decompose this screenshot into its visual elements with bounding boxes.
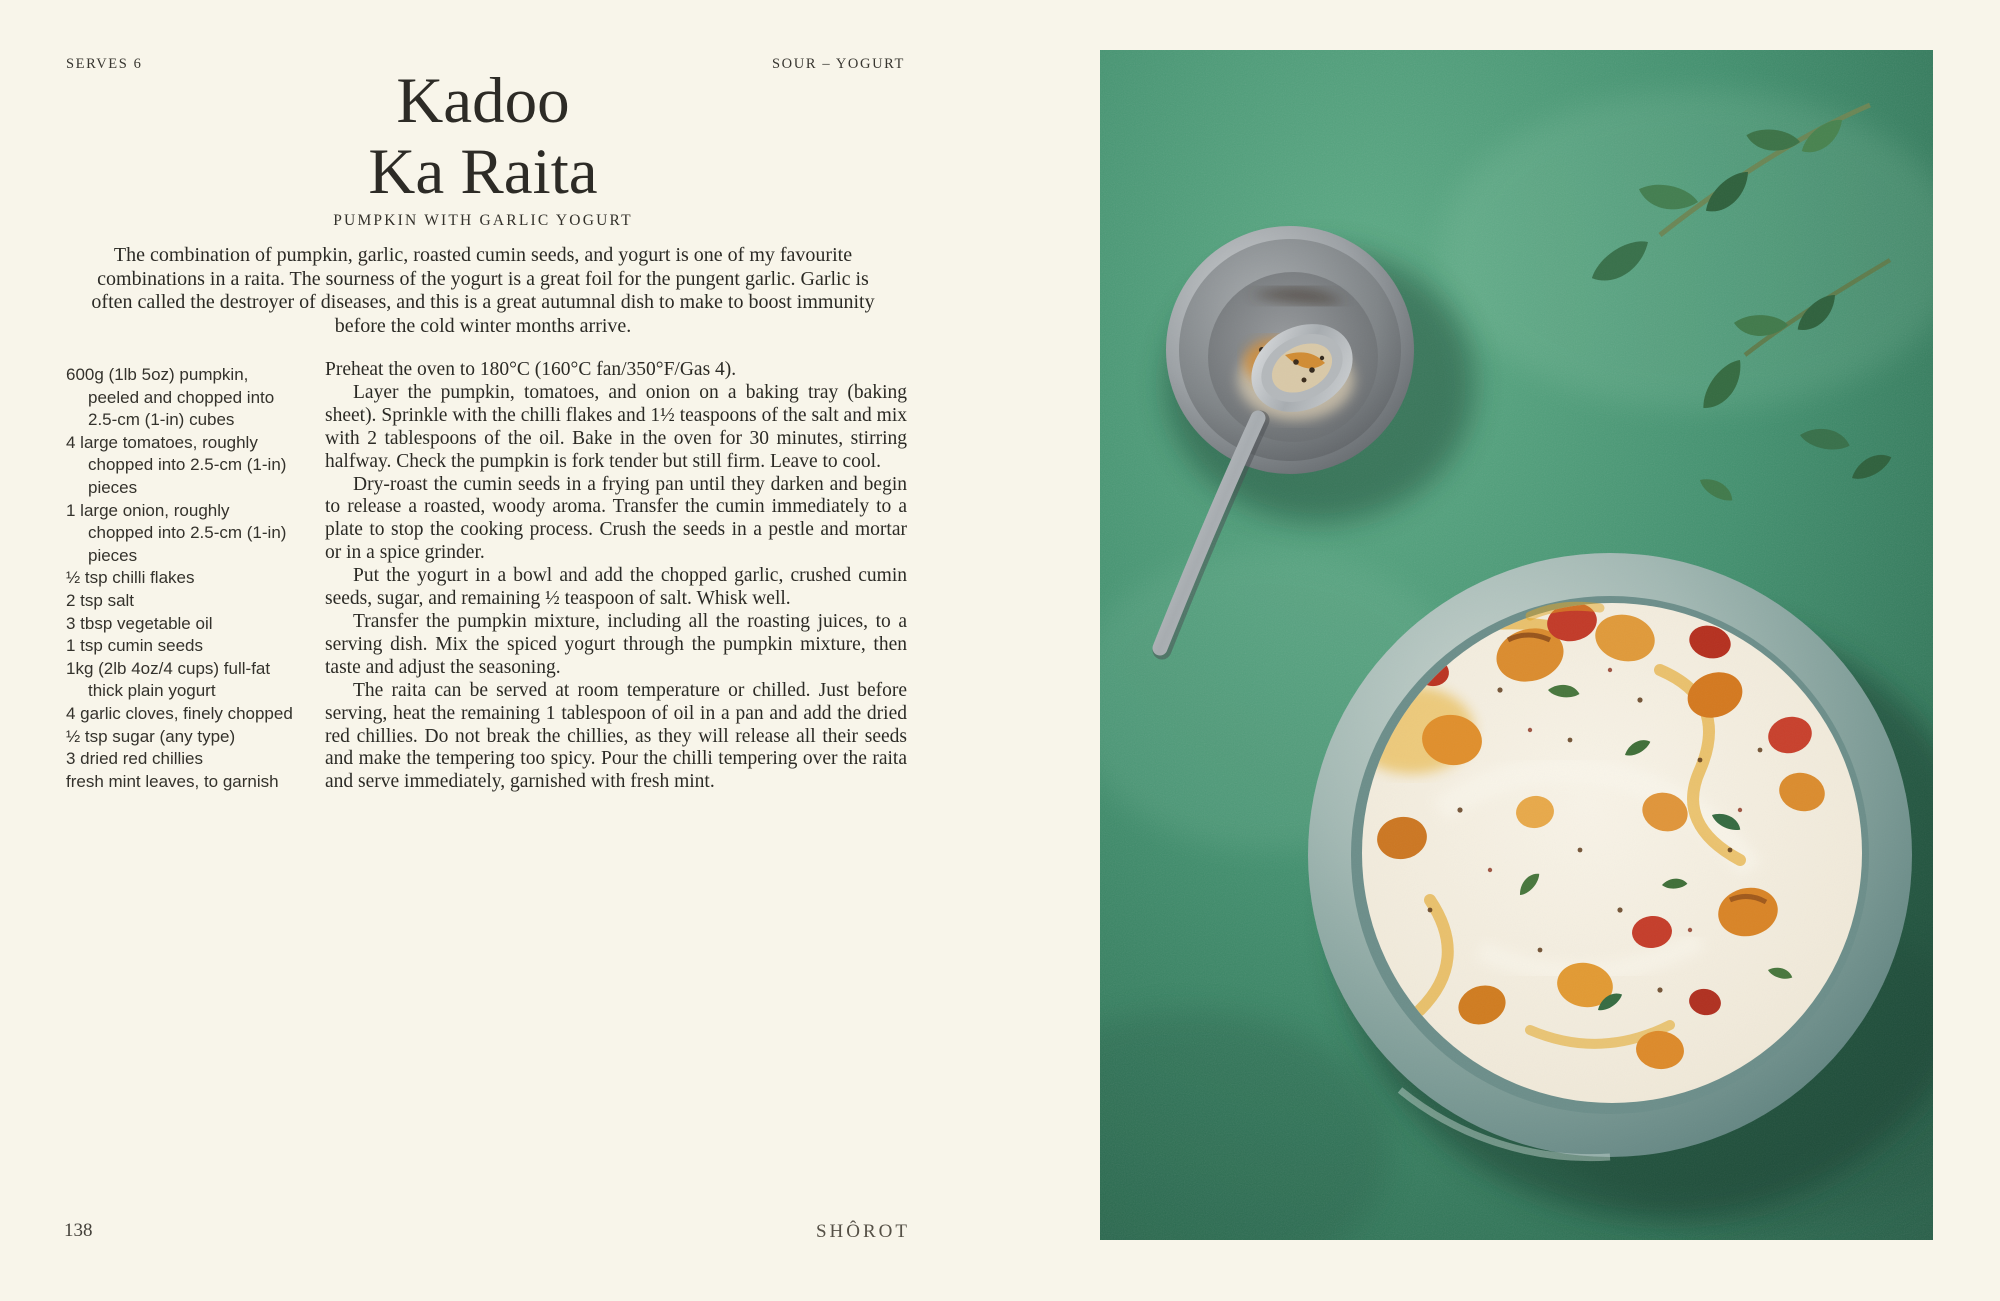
method-paragraph: Transfer the pumpkin mixture, including all the roasting juices, to a serving dish. Mix the spiced yogurt through the pumpkin mixture, then taste and adjust the seasoning.: [325, 610, 907, 678]
ingredient-item: fresh mint leaves, to garnish: [66, 771, 279, 791]
ingredient-item: 1 tsp cumin seeds: [66, 636, 204, 656]
ingredient-item: 1kg (2lb 4oz/4 cups) full-fat thick plain yogurt: [66, 658, 271, 701]
method-paragraph: Layer the pumpkin, tomatoes, and onion on a baking tray (baking sheet). Sprinkle with the chilli flakes and 1½ teaspoons of the salt and mix with 2 tablespoons of the oil. Bake in the oven for 30 minutes, stirring halfway. Check the pumpkin is fork tender but still firm. Leave to cool.: [325, 381, 907, 472]
method-paragraph: The raita can be served at room temperature or chilled. Just before serving, heat the remaining 1 tablespoon of oil in a pan and add the dried red chillies. Do not break the chillies, as they will release all their seeds and make the tempering too spicy. Pour the chilli tempering over the raita and serve immediately, garnished with fresh mint.: [325, 679, 907, 793]
ingredient-item: 600g (1lb 5oz) pumpkin, peeled and chopped into 2.5-cm (1-in) cubes: [66, 365, 275, 430]
ingredient-item: 4 garlic cloves, finely chopped: [66, 703, 293, 723]
recipe-subtitle: PUMPKIN WITH GARLIC YOGURT: [333, 212, 633, 229]
recipe-title-line2: Ka Raita: [368, 136, 598, 208]
book-title-footer: SHÔROT: [815, 1221, 910, 1242]
recipe-title-line1: Kadoo: [396, 65, 570, 137]
ingredient-item: ½ tsp sugar (any type): [66, 726, 236, 746]
method-paragraph: Dry-roast the cumin seeds in a frying pan until they darken and begin to release a roasted, woody aroma. Transfer the cumin immediately to a plate to stop the cooking process. Crush the seeds in a pestle and mortar or in a spice grinder.: [325, 473, 907, 564]
ingredient-item: 2 tsp salt: [66, 590, 135, 610]
serves-label: SERVES 6: [66, 56, 143, 72]
photo-grain: [1100, 50, 1933, 1240]
method-text: [325, 359, 907, 794]
section-label: SOUR – YOGURT: [772, 56, 905, 72]
recipe-intro: The combination of pumpkin, garlic, roasted cumin seeds, and yogurt is one of my favourite combinations in a raita. The sourness of the yogurt is a great foil for the pungent garlic. Garlic is often called the destroyer of diseases, and this is a great autumnal dish to make to boost immunity before the cold winter months arrive.: [91, 244, 875, 337]
ingredients-list: [66, 364, 298, 793]
ingredient-item: ½ tsp chilli flakes: [66, 568, 195, 588]
method-paragraph: Preheat the oven to 180°C (160°C fan/350°F/Gas 4).: [325, 359, 737, 380]
ingredient-item: 1 large onion, roughly chopped into 2.5-cm (1-in) pieces: [66, 500, 287, 565]
recipe-title: [0, 66, 966, 208]
recipe-photo: [1100, 50, 1933, 1240]
ingredient-item: 3 tbsp vegetable oil: [66, 613, 213, 633]
method-paragraph: Put the yogurt in a bowl and add the chopped garlic, crushed cumin seeds, sugar, and remaining ½ teaspoon of salt. Whisk well.: [325, 565, 907, 610]
recipe-photo-art: [1100, 50, 1933, 1240]
page-number: 138: [64, 1220, 93, 1241]
ingredient-item: 4 large tomatoes, roughly chopped into 2.5-cm (1-in) pieces: [66, 432, 287, 497]
ingredient-item: 3 dried red chillies: [66, 749, 204, 769]
